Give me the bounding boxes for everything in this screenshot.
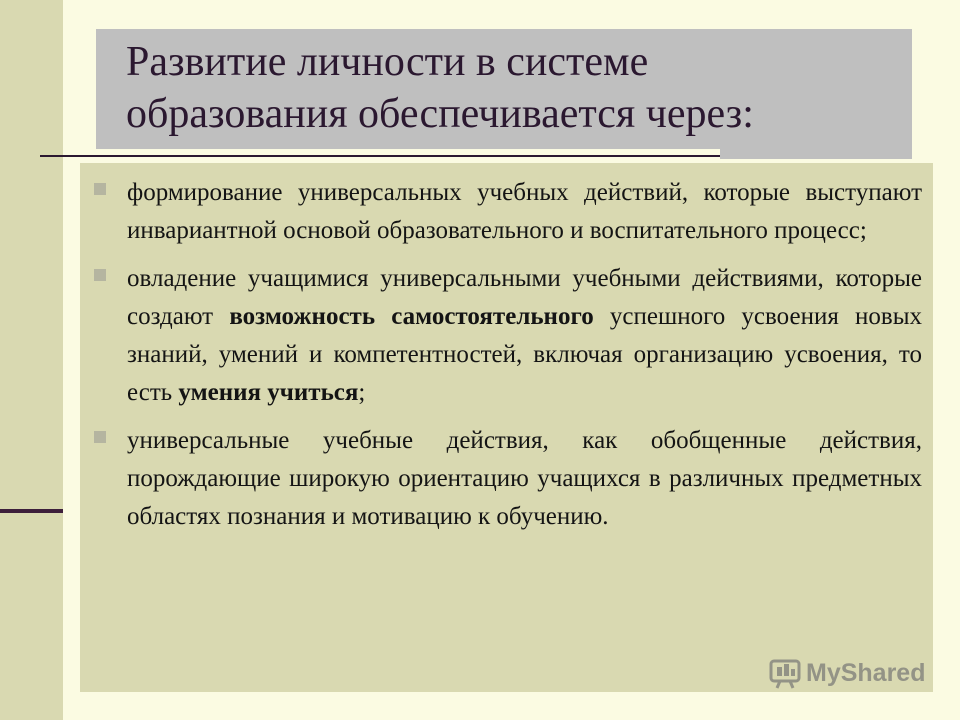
bullet-segment: универсальные учебные действия, как обобщенные действия, порождающие широкую ориентацию учащихся в различных предметных областях познания и мотивацию к обучению. bbox=[127, 427, 922, 530]
bullet-segment-bold: возможность самостоятельного bbox=[229, 303, 594, 330]
bullet-list bbox=[94, 174, 922, 546]
title-underline bbox=[40, 155, 720, 157]
bullet-text bbox=[127, 265, 922, 406]
bullet-segment: формирование универсальных учебных действий, которые выступают инвариантной основой образовательного и воспитательного процесс; bbox=[127, 179, 922, 244]
bullet-segment-bold: умения учиться bbox=[178, 379, 359, 406]
slide-title bbox=[126, 36, 896, 140]
bullet-item bbox=[94, 174, 922, 250]
watermark-text: MyShared bbox=[806, 658, 926, 687]
slide-title-line2: образования обеспечивается через: bbox=[126, 91, 754, 137]
bullet-segment: овладение учащимися универсальными учебными действиями, которые создают bbox=[127, 265, 922, 330]
bullet-item bbox=[94, 422, 922, 536]
bullet-text bbox=[127, 427, 922, 530]
title-tab-decor bbox=[720, 149, 912, 159]
bullet-segment: ; bbox=[358, 379, 366, 406]
bullet-segment: успешного усвоения новых знаний, умений и компетентностей, включая организацию усвоения, то есть bbox=[127, 303, 923, 406]
myshared-watermark bbox=[768, 656, 925, 690]
slide-title-line1: Развитие личности в системе bbox=[126, 39, 649, 85]
left-decor-rule bbox=[0, 509, 63, 513]
square-bullet-icon bbox=[94, 269, 106, 281]
square-bullet-icon bbox=[94, 431, 106, 443]
myshared-logo-icon bbox=[768, 656, 802, 690]
square-bullet-icon bbox=[94, 183, 106, 195]
left-decor-strip bbox=[0, 0, 63, 720]
bullet-text bbox=[127, 179, 922, 244]
bullet-item bbox=[94, 260, 922, 412]
